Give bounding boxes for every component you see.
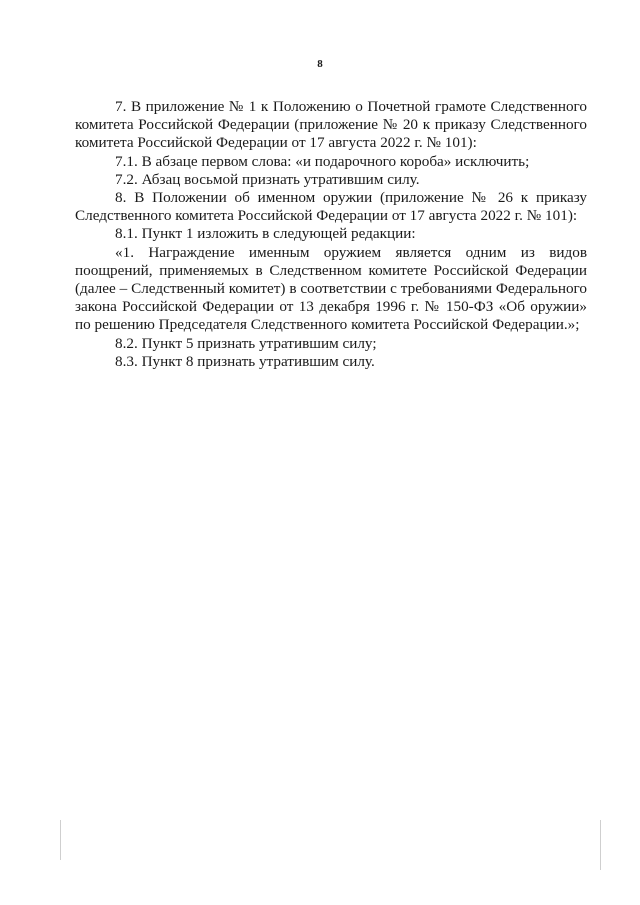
- scan-edge-mark-right: [600, 820, 601, 870]
- paragraph-8-2: 8.2. Пункт 5 признать утратившим силу;: [115, 334, 377, 352]
- paragraph-8-1: 8.1. Пункт 1 изложить в следующей редакции:: [115, 225, 416, 243]
- page-number: 8: [317, 58, 323, 70]
- paragraph-7-1: 7.1. В абзаце первом слова: «и подарочного короба» исключить;: [115, 152, 530, 170]
- paragraph-7: 7. В приложение № 1 к Положению о Почетной грамоте Следственного комитета Российской Федерации (приложение № 20 к приказу Следственного комитета Российской Федерации от 17 августа 2022 г. № 101):: [75, 98, 587, 152]
- paragraph-7-2: 7.2. Абзац восьмой признать утратившим силу.: [115, 170, 420, 188]
- scan-edge-mark-left: [60, 820, 61, 860]
- paragraph-8: 8. В Положении об именном оружии (приложение № 26 к приказу Следственного комитета Российской Федерации от 17 августа 2022 г. № 101):: [75, 189, 587, 225]
- document-body: [75, 98, 587, 371]
- paragraph-8-3: 8.3. Пункт 8 признать утратившим силу.: [115, 352, 375, 370]
- paragraph-8-1-quote: «1. Награждение именным оружием является одним из видов поощрений, применяемых в Следственном комитете Российской Федерации (далее – Следственный комитет) в соответствии с требованиями Федерального закона Российской Федерации от 13 декабря 1996 г. № 150-ФЗ «Об оружии» по решению Председателя Следственного комитета Российской Федерации.»;: [75, 243, 587, 334]
